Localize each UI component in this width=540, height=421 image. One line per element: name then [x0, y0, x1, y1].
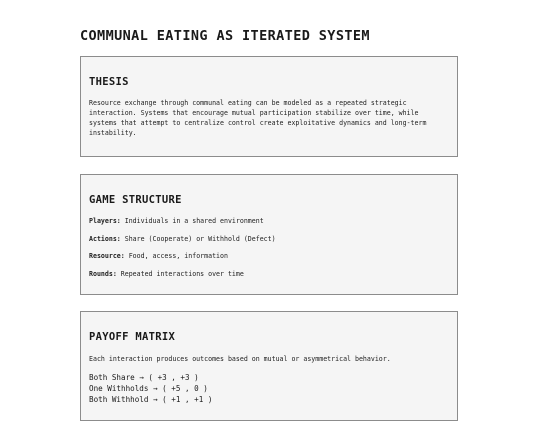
game-structure-row-rounds	[89, 269, 244, 279]
row-value: Repeated interactions over time	[116, 270, 244, 278]
payoff-matrix-heading: PAYOFF MATRIX	[89, 331, 176, 343]
payoff-outcome-both-share: Both Share → ( +3 , +3 )	[89, 373, 199, 382]
game-structure-row-actions	[89, 234, 276, 244]
row-key: Resource:	[89, 252, 125, 260]
row-value: Food, access, information	[124, 252, 228, 260]
game-structure-heading: GAME STRUCTURE	[89, 194, 182, 206]
row-value: Share (Cooperate) or Withhold (Defect)	[120, 235, 276, 243]
game-structure-row-resource	[89, 251, 228, 261]
payoff-outcome-both-withhold: Both Withhold → ( +1 , +1 )	[89, 395, 213, 404]
payoff-matrix-intro: Each interaction produces outcomes based on mutual or asymmetrical behavior.	[89, 355, 391, 363]
game-structure-card	[80, 174, 458, 295]
thesis-heading: THESIS	[89, 76, 129, 88]
row-value: Individuals in a shared environment	[120, 217, 264, 225]
row-key: Players:	[89, 217, 121, 225]
row-key: Rounds:	[89, 270, 117, 278]
thesis-card	[80, 56, 458, 157]
row-key: Actions:	[89, 235, 121, 243]
thesis-body: Resource exchange through communal eating can be modeled as a repeated strategic interaction. Systems that encourage mutual participation stabilize over time, while systems that attempt to centralize control create exploitative dynamics and long-term instability.	[89, 99, 427, 137]
game-structure-row-players	[89, 216, 264, 226]
page-title: COMMUNAL EATING AS ITERATED SYSTEM	[80, 28, 370, 44]
payoff-outcome-one-withholds: One Withholds → ( +5 , 0 )	[89, 384, 208, 393]
